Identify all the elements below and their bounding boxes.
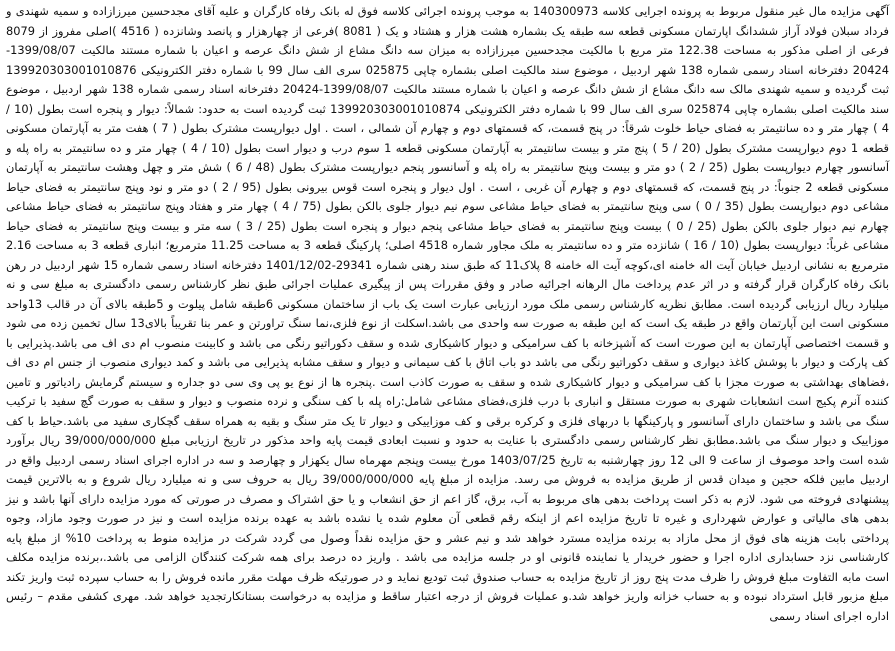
notice-body-text: آگهی مزایده مال غیر منقول مربوط به پرونده اجرایی کلاسه 140300973 به موجب پرونده اجرائی کلاسه فوق له بانک رفاه کارگران و علیه آقای مجدحسین میرزازاده و سمیه شهندی و فرداد سبلان فولاد آراز ششدانگ اپارتمان مسکونی قطعه سه طبقه یک بشماره هشت هزار و هشتاد و یک ( 8081 )فرعی از چهارهزار و پانصد وشانزده ( 4516 )اصلی مفروز از 8079 فرعی از اصلی مذکور به مساحت 122.38 متر مربع با مالکیت مجدحسین میرزازاده به میزان سه دانگ مشاع از شش دانگ عرصه و اعیان با شماره مستند مالکیت 1399/08/07-20424 دفترخانه اسناد رسمی شماره 138 شهر اردبیل ، موضوع سند مالکیت اصلی بشماره چاپی 025875 سری الف سال 99 با شماره دفتر الکترونیکی 139920303001010876 ثبت گردیده و سمیه شهندی مالک سه دانگ مشاع از شش دانگ عرصه و اعیان با شماره مستند مالکیت 1399/08/07-20424 دفترخانه اسناد رسمی شماره 138 شهر اردبیل ، موضوع سند مالکیت اصلی بشماره چاپی 025874 سری الف سال 99 با شماره دفتر الکترونیکی 139920303001010874 ثبت گردیده است به حدود: شمالاً: دیوار و پنجره است بطول (10 / 4 ) چهار متر و ده سانتیمتر به فضای حیاط خلوت شرقاً: در پنج قسمت، که قسمتهای دوم و چهارم آن شمالی ، است . اول دیوارپست مشترک بطول ( 7 ) هفت متر به آپارتمان مسکونی قطعه 1 دوم دیوارپست مشترک بطول (20 / 5 ) پنج متر و بیست سانتیمتر به آپارتمان مسکونی قطعه 1 سوم درب و دیوار است بطول (10 / 4 ) چهار متر و ده سانتیمتر به راه پله و آسانسور چهارم دیوارپست بطول (25 / 2 ) دو متر و بیست وپنج سانتیمتر به راه پله و آسانسور پنجم دیوارپست مشترک بطول (48 / 6 ) شش متر و چهل وهشت سانتیمتر به آپارتمان مسکونی قطعه 2 جنوباً: در پنج قسمت، که قسمتهای دوم و چهارم آن غربی ، است . اول دیوار و پنجره است قوس بیرونی بطول (95 / 2 ) دو متر و نود وپنج سانتیمتر به فضای حیاط مشاعی دوم دیوارپست بطول (35 / 0 ) سی وپنج سانتیمتر به فضای حیاط مشاعی سوم نیم دیوار جلوی بالکن بطول (75 / 4 ) چهار متر و هفتاد وپنج سانتیمتر به فضای حیاط مشاعی چهارم نیم دیوار جلوی بالکن بطول (25 / 0 ) بیست وپنج سانتیمتر به فضای حیاط مشاعی پنجم دیوار و پنجره است بطول (25 / 3 ) سه متر و بیست وپنج سانتیمتر به فضای حیاط مشاعی غرباً: دیوارپست بطول (10 / 16 ) شانزده متر و ده سانتیمتر به ملک مجاور شماره 4518 اصلی؛ پارکینگ قطعه 3 به مساحت 11.25 مترمربع؛ انباری قطعه 3 به مساحت 2.16 مترمربع به نشانی اردبیل خیابان آیت اله خامنه ای،کوچه آیت اله خامنه 8 پلاک11 که طبق سند رهنی شماره 29341-1401/12/02 دفترخانه اسناد رسمی شماره 15 شهر اردبیل در رهن بانک رفاه کارگران قرار گرفته و در اثر عدم پرداخت مال الرهانه اجرائیه صادر و وفق مقررات پس از پیگیری عملیات اجرائی طبق نظر کارشناس رسمی دادگستری به مبلغ سی و نه میلیارد ریال ارزیابی گردیده است. مطابق نظریه کارشناس رسمی ملک مورد ارزیابی عبارت است یک باب از ساختمان مسکونی 6طبقه شامل پیلوت و 5طبقه بالای آن در قالب 13واحد مسکونی است این آپارتمان واقع در طبقه یک است که این طبقه به صورت سه واحدی می باشد.اسکلت از نوع فلزی،نما سنگ تراورتن و عمر بنا تقریباً بالای13 سال تخمین زده می شود و قسمت اختصاصی آپارتمان به این صورت است که آشپزخانه با کف سرامیکی و دیوار کاشیکاری شده و سقف دکوراتیو رنگی می باشد و کابینت منصوب ام دی اف می باشد.پذیرایی با کف پارکت و دیوار با پوشش کاغذ دیواری و سقف دکوراتیو رنگی می باشد دو باب اتاق با کف سیمانی و دیوار و سقف مشابه پذیرایی می باشد و کمد دیواری منصوب از جنس ام دی اف ،فضاهای بهداشتی به صورت مجزا با کف سرامیکی و دیوار کاشیکاری شده و سقف به صورت کاذب است .پنجره ها از نوع یو پی وی سی دو جداره و سیستم گرمایش رادیاتور و تامین کننده آنرم پکیج است انشعابات شهری به صورت مستقل و انباری با درب فلزی،فضای مشاعی شامل:راه پله با کف سنگی و نرده منصوب و دیوار و سقف به صورت گچ سفید با ترکیب سنگ می باشد و ساختمان دارای آسانسور و پارکینگها با دربهای فلزی و کرکره برقی و کف موزاییکی و دیوار تا یک متر سنگ و بقیه به همراه سقف گچکاری سفید می باشد.حیاط با کف موزاییک و دیوار سنگ می باشد.مطابق نظر کارشناس رسمی دادگستری با عنایت به حدود و نسبت ابعادی قیمت پایه واحد مذکور در تاریخ ارزیابی مبلغ 39/000/000/000 ریال برآورد شده است واحد موصوف از ساعت 9 الی 12 روز چهارشنبه به تاریخ 1403/07/25 مورخ بیست وپنجم مهرماه سال یکهزار و چهارصد و سه در اداره اجرای اسناد رسمی اردبیل واقع در اردبیل مابین فلکه حجین و میدان قدس از طریق مزایده به فروش می رسد. مزایده از مبلغ پایه 39/000/000/000 ریال به حروف سی و نه میلیارد ریال شروع و به بالاترین قیمت پیشنهادی فروخته می شود. لازم به ذکر است پرداخت بدهی های مربوط به آب، برق، گاز اعم از حق انشعاب و یا حق اشتراک و مصرف در صورتی که مورد مزایده دارای آنها باشد و نیز بدهی های مالیاتی و عوارض شهرداری و غیره تا تاریخ مزایده اعم از اینکه رقم قطعی آن معلوم شده یا نشده باشد به عهده برنده مزایده است و نیز در صورت وجود مازاد، وجوه پرداختی بابت هزینه های فوق از محل مازاد به برنده مزایده مسترد خواهد شد و نیم عشر و حق مزایده نقداً وصول می گردد شرکت در مزایده منوط به پرداخت 10% از مبلغ پایه کارشناسی نزد حسابداری اداره اجرا و حضور خریدار یا نماینده قانونی او در جلسه مزایده می باشد . واریز ده درصد برای همه شرکت کنندگان الزامی می باشد.،برنده مزایده مکلف است مابه التفاوت مبلغ فروش را ظرف مدت پنج روز از تاریخ مزایده به حساب صندوق ثبت تودیع نماید و در صورتیکه ظرف مهلت مقرر مانده فروش را به حساب سپرده ثبت واریز تکند مبلغ مزبور قابل استرداد نبوده و به حساب خزانه واریز خواهد شد.و عملیات فروش از درجه اعتبار ساقط و مزایده به درخواست بستانکارتجدید خواهد شد. مهری کشفی مقدم – رئیس اداره اجرای اسناد رسمی — [6, 4, 890, 623]
